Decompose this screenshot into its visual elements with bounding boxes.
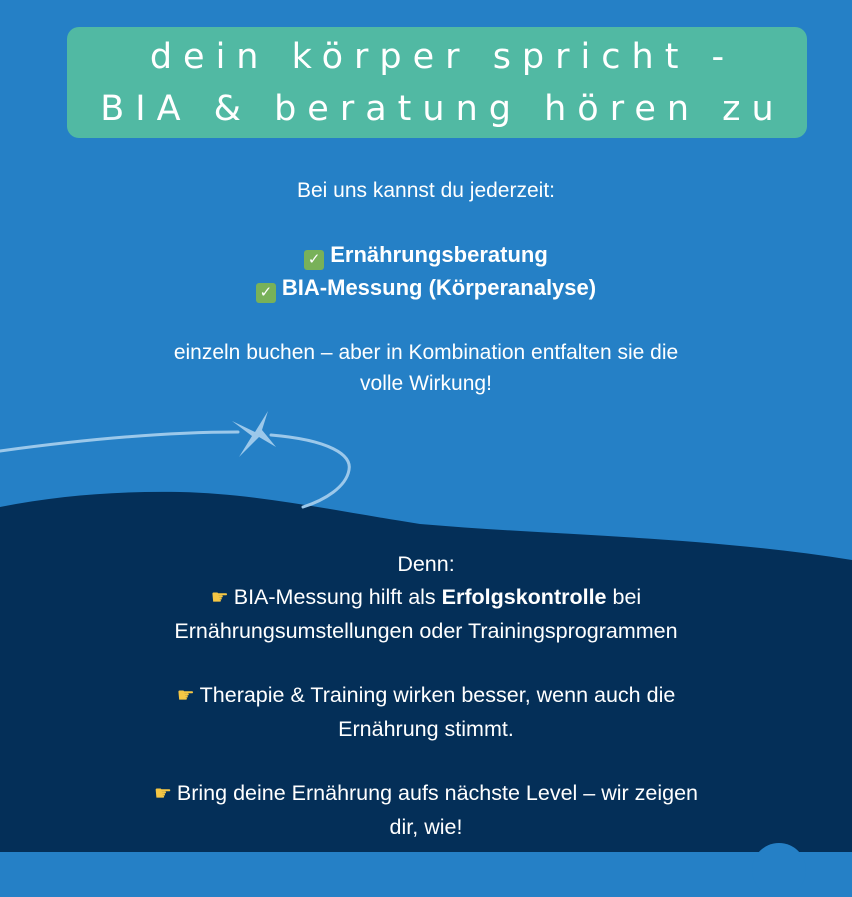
check-mark-button-icon: ✓ bbox=[256, 283, 276, 303]
combination-line-1: einzeln buchen – aber in Kombination entfalten sie die bbox=[173, 341, 679, 364]
reason-item-2-line-1 bbox=[0, 679, 852, 713]
corner-circle-decoration bbox=[752, 843, 806, 897]
reason-text: Therapie & Training wirken besser, wenn auch die bbox=[199, 683, 676, 707]
reason-highlight: Erfolgskontrolle bbox=[441, 585, 607, 609]
title-banner bbox=[67, 27, 807, 138]
combination-text bbox=[0, 337, 852, 399]
reason-item-1-line-1 bbox=[0, 581, 852, 615]
service-label: Ernährungsberatung bbox=[330, 242, 548, 267]
reasons-section bbox=[0, 548, 852, 844]
service-label: BIA-Messung (Körperanalyse) bbox=[281, 275, 597, 300]
orbit-line-right bbox=[271, 435, 349, 507]
reason-text: bei bbox=[606, 585, 642, 609]
combination-line-2: volle Wirkung! bbox=[360, 372, 492, 395]
pointing-hand-icon: ☛ bbox=[153, 783, 172, 805]
pointing-hand-icon: ☛ bbox=[176, 685, 195, 707]
reason-text: Bring deine Ernährung aufs nächste Level – wir zeigen bbox=[176, 781, 699, 805]
orbit-line-left bbox=[0, 432, 238, 451]
intro-text: Bei uns kannst du jederzeit: bbox=[297, 179, 555, 202]
spacer bbox=[0, 648, 852, 679]
title-line-1: dein körper spricht - bbox=[149, 36, 736, 77]
reason-item-3-line-1 bbox=[0, 777, 852, 811]
reason-item-2-line-2: Ernährung stimmt. bbox=[338, 717, 514, 741]
service-item-bia bbox=[0, 271, 852, 304]
reason-item-3-line-2: dir, wie! bbox=[389, 815, 463, 839]
pointing-hand-icon: ☛ bbox=[210, 587, 229, 609]
title-line-2: BIA & beratung hören zu bbox=[100, 88, 785, 129]
reason-text: BIA-Messung hilft als bbox=[233, 585, 442, 609]
services-list bbox=[0, 238, 852, 304]
reason-item-1-line-2: Ernährungsumstellungen oder Trainingsprogrammen bbox=[174, 619, 678, 643]
reasons-heading: Denn: bbox=[397, 552, 455, 576]
check-mark-button-icon: ✓ bbox=[304, 250, 324, 270]
spacer bbox=[0, 746, 852, 777]
sparkle-star-icon bbox=[232, 411, 276, 457]
service-item-nutrition bbox=[0, 238, 852, 271]
